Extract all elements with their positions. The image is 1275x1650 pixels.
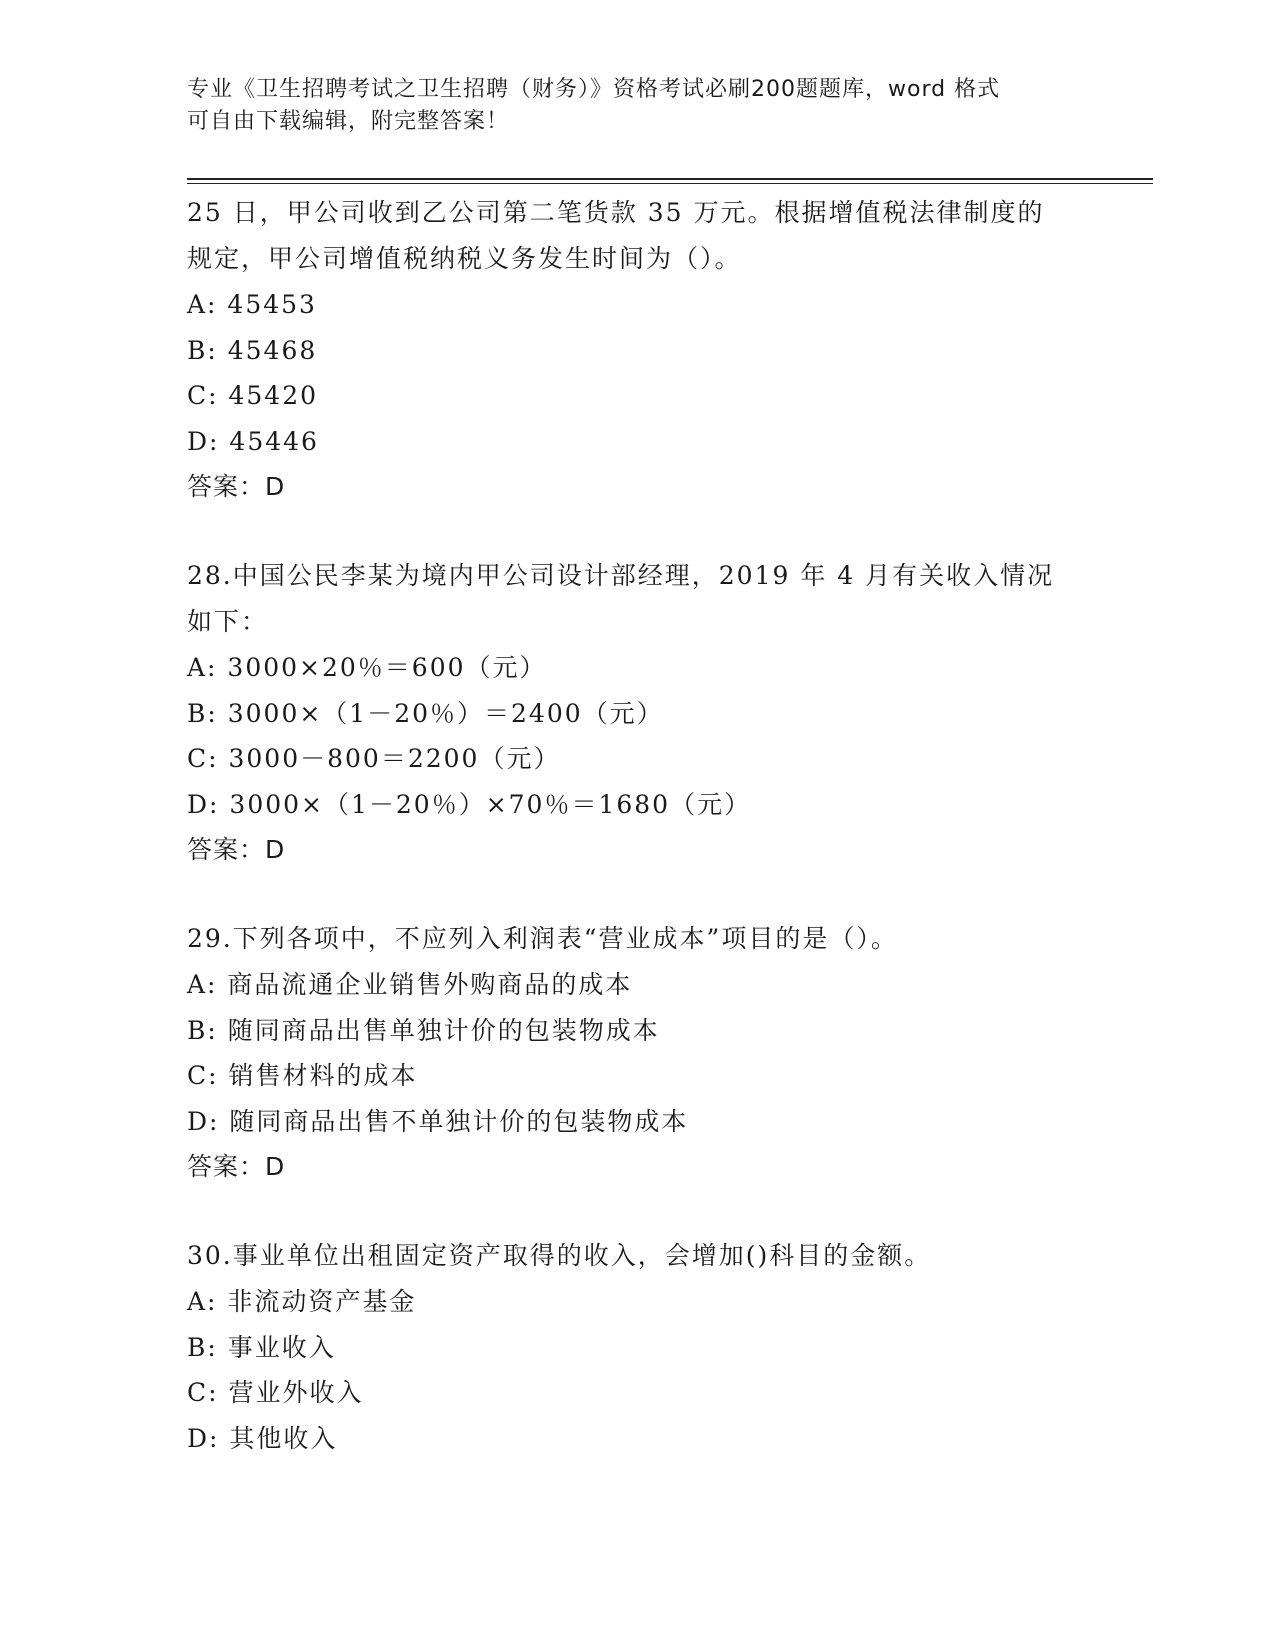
question-block — [187, 190, 1087, 510]
option-c: C: 3000－800＝2200（元） — [187, 744, 561, 773]
header-title-line-1: 专业《卫生招聘考试之卫生招聘（财务）》资格考试必刷200题题库，word 格式 — [187, 77, 1001, 102]
option-b: B: 3000×（1－20％）＝2400（元） — [187, 698, 664, 728]
question-stem — [187, 916, 1087, 962]
option-a: A: 非流动资产基金 — [187, 1287, 417, 1316]
answer-label: 答案：D — [187, 472, 286, 501]
spacer — [187, 1190, 1087, 1233]
option-a: A: 3000×20％＝600（元） — [187, 653, 547, 682]
option-d: D: 3000×（1－20％）×70％＝1680（元） — [187, 789, 752, 819]
option-c: C: 销售材料的成本 — [187, 1061, 418, 1090]
question-block — [187, 553, 1087, 873]
answer-label: 答案：D — [187, 835, 286, 864]
option-d: D: 45446 — [187, 426, 319, 456]
question-stem-line: 25 日，甲公司收到乙公司第二笔货款 35 万元。根据增值税法律制度的 — [187, 198, 1045, 227]
option-b: B: 45468 — [187, 335, 318, 365]
option-a: A: 商品流通企业销售外购商品的成本 — [187, 970, 633, 999]
option-c: C: 营业外收入 — [187, 1378, 364, 1407]
option-b: B: 事业收入 — [187, 1332, 336, 1362]
question-stem — [187, 190, 1087, 282]
question-list — [187, 190, 1087, 1461]
spacer — [187, 873, 1087, 916]
option-b: B: 随同商品出售单独计价的包装物成本 — [187, 1015, 660, 1045]
option-a: A: 45453 — [187, 290, 317, 319]
question-block — [187, 916, 1087, 1190]
question-stem-line: 29.下列各项中，不应列入利润表“营业成本”项目的是（）。 — [187, 924, 898, 953]
header-divider-thick — [187, 178, 1153, 180]
option-c: C: 45420 — [187, 381, 319, 410]
question-stem — [187, 553, 1087, 645]
option-d: D: 其他收入 — [187, 1423, 338, 1453]
question-stem-line: 30.事业单位出租固定资产取得的收入，会增加()科目的金额。 — [187, 1241, 932, 1270]
question-stem-line: 28.中国公民李某为境内甲公司设计部经理，2019 年 4 月有关收入情况 — [187, 561, 1055, 590]
header-title-line-2: 可自由下载编辑，附完整答案！ — [187, 109, 510, 134]
question-block — [187, 1233, 1087, 1461]
answer-label: 答案：D — [187, 1152, 286, 1181]
header-divider-thin — [187, 183, 1153, 184]
question-stem-line: 如下： — [187, 607, 269, 636]
option-d: D: 随同商品出售不单独计价的包装物成本 — [187, 1106, 689, 1136]
question-stem-line: 规定，甲公司增值税纳税义务发生时间为（）。 — [187, 244, 742, 273]
spacer — [187, 510, 1087, 553]
question-stem — [187, 1233, 1087, 1279]
document-header — [187, 74, 1087, 138]
